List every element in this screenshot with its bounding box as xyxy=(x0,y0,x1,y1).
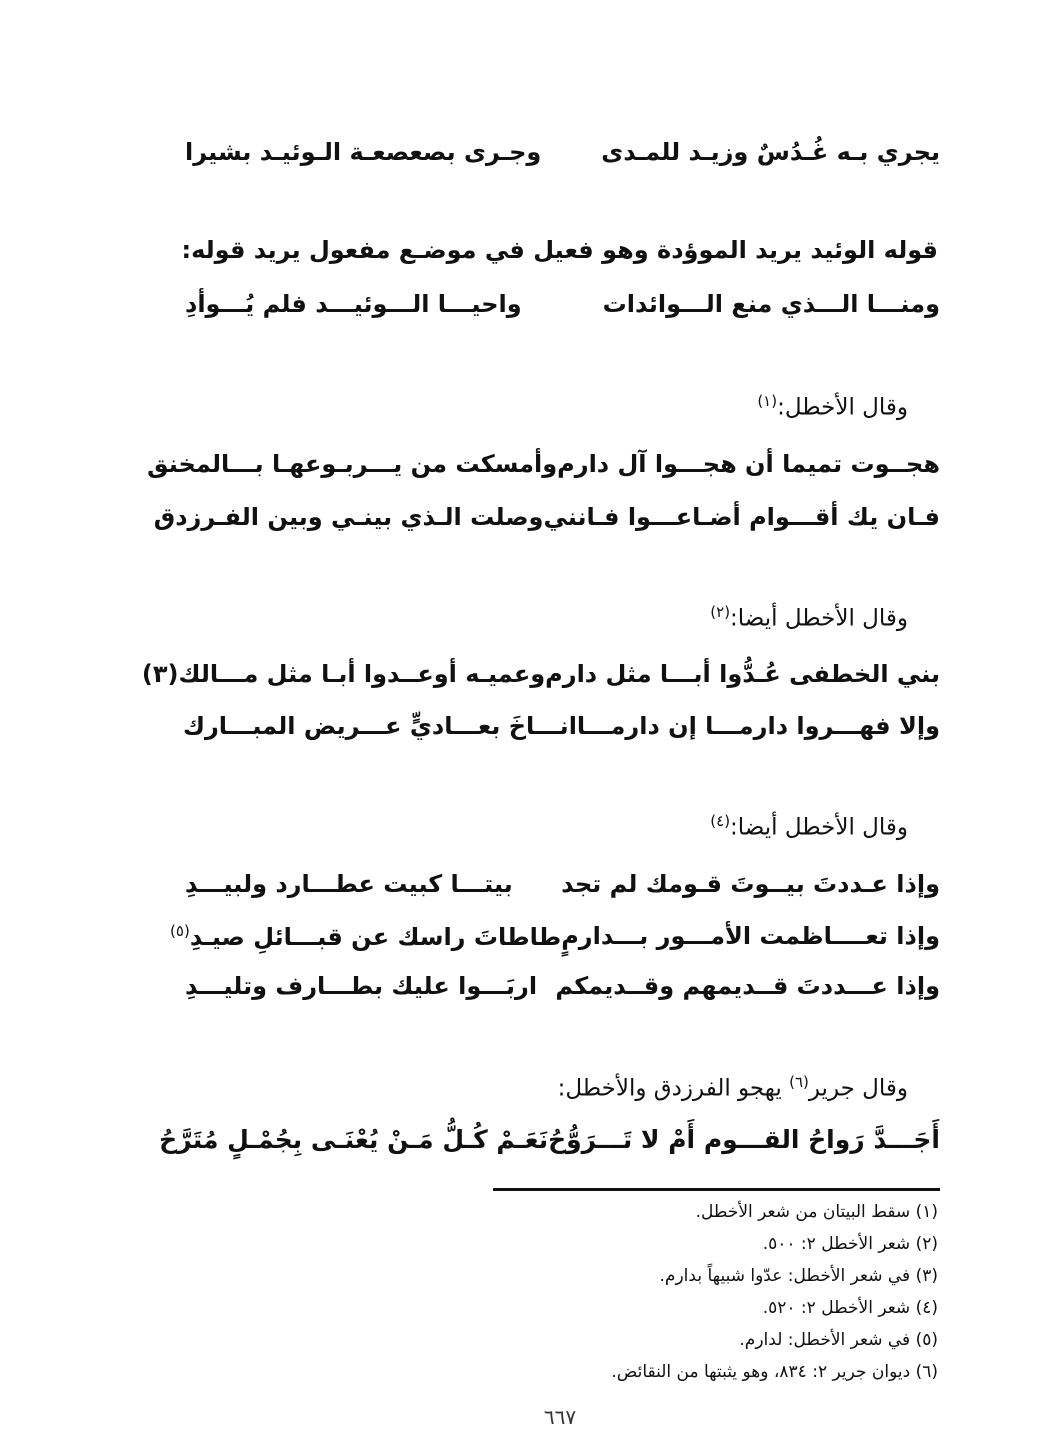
verse-hemistich-left-text: طاطاتَ راسك عن قبـــائلِ صيـدِ xyxy=(189,922,562,951)
footnote: (٢) شعر الأخطل ٢: ٥٠٠. xyxy=(762,1234,938,1254)
footnote: (٥) في شعر الأخطل: لدارم. xyxy=(739,1330,938,1350)
verse-hemistich-right: أَجَـــدَّ رَواحُ القـــوم أَمْ لا تَـــرَوُّحُ xyxy=(548,1124,940,1154)
footnote-marker: (٣) xyxy=(141,660,179,688)
verse-hemistich-left: وصلت الـذي بينـي وبين الفـرزدق xyxy=(153,503,544,531)
verse-hemistich-right: وإذا تعــــاظمت الأمـــور بـــدارمٍ xyxy=(561,922,940,950)
poem-intro xyxy=(558,1073,908,1102)
poem-intro xyxy=(710,812,908,841)
poem-intro-text: وقال الأخطل: xyxy=(777,394,908,421)
verse-hemistich-right: وإذا عـددتَ بيــوتَ قـومك لم تجد xyxy=(561,870,940,898)
footnote: (٤) شعر الأخطل ٢: ٥٢٠. xyxy=(762,1298,938,1318)
verse-hemistich-right: وإذا عـــددتَ قــديمهم وقــديمكم xyxy=(555,972,940,1000)
footnote-marker: (٦) xyxy=(789,1073,809,1091)
verse-line xyxy=(185,962,940,1010)
footnote-marker: (٢) xyxy=(710,603,731,621)
footnote: (٣) في شعر الأخطل: عدّوا شبيهاً بدارم. xyxy=(659,1266,938,1286)
verse-hemistich-right: وإلا فهـــروا دارمـــا إن دارمـــا xyxy=(576,712,940,740)
footnote-marker: (٥) xyxy=(170,921,190,940)
footnotes xyxy=(338,1196,938,1388)
verse-line xyxy=(182,702,940,750)
footnote-marker: (٤) xyxy=(710,812,731,830)
verse-hemistich-right: ومنـــا الـــذي منع الـــوائدات xyxy=(602,290,940,318)
verse-line xyxy=(159,1115,940,1163)
page-number: ٦٦٧ xyxy=(543,1405,577,1429)
poem-intro-text: وقال الأخطل أيضا: xyxy=(730,814,908,841)
verse-hemistich-left: وجـرى بصعصعـة الـوئيـد بشيرا xyxy=(185,138,542,166)
verse-hemistich-left: بيتـــا كبيت عطـــارد ولبيـــدِ xyxy=(185,870,513,898)
poem-intro-text: وقال جرير xyxy=(808,1075,908,1102)
verse-hemistich-left: واحيـــا الـــوئيـــد فلم يُـــوأدِ xyxy=(185,290,522,318)
verse-line xyxy=(153,493,940,541)
verse-hemistich-left xyxy=(170,922,561,951)
poem-intro xyxy=(757,392,908,421)
verse-hemistich-left-text: وعميـه أوعــدوا أبـا مثل مـــالك xyxy=(178,660,546,688)
footnote: (١) سقط البيتان من شعر الأخطل. xyxy=(695,1202,938,1222)
poem-intro-text: يهجو الفرزدق والأخطل: xyxy=(557,1075,790,1102)
verse-line xyxy=(185,860,940,908)
verse-hemistich-right: فـان يك أقـــوام أضـاعـــوا فـانني xyxy=(543,503,940,531)
verse-hemistich-right: هجــوت تميما أن هجـــوا آل دارم xyxy=(557,450,940,478)
verse-hemistich-left: نَعَـمْ كُـلُّ مَـنْ يُعْنَـى بِجُمْـلٍ مُتَرَّحُ xyxy=(159,1124,549,1154)
verse-hemistich-left xyxy=(142,660,545,688)
verse-line xyxy=(141,650,940,698)
poem-intro xyxy=(710,603,908,632)
verse-line xyxy=(170,912,940,960)
verse-line xyxy=(147,440,940,488)
verse-hemistich-right: بني الخطفى عُـدُّوا أبـــا مثل دارم xyxy=(545,660,940,688)
verse-line xyxy=(185,280,940,328)
poem-intro-text: وقال الأخطل أيضا: xyxy=(730,605,908,632)
footnote-separator xyxy=(493,1188,940,1191)
verse-line xyxy=(185,128,940,176)
verse-hemistich-right: يجري بـه غُـدُسٌ وزيـد للمـدى xyxy=(601,138,940,166)
footnote-marker: (١) xyxy=(757,392,778,410)
commentary-paragraph: قوله الوئيد يريد الموؤدة وهو فعيل في موضـع مفعول يريد قوله: xyxy=(181,236,938,264)
verse-hemistich-left: انـــاخَ بعـــاديٍّ عـــريض المبـــارك xyxy=(182,712,577,740)
verse-hemistich-left: اربَـــوا عليك بطـــارف وتليـــدِ xyxy=(185,972,538,1000)
verse-hemistich-left: وأمسكت من يـــربـوعهـا بـــالمخنق xyxy=(147,450,558,478)
footnote: (٦) ديوان جرير ٢: ٨٣٤، وهو يثبتها من النقائض. xyxy=(611,1362,938,1382)
